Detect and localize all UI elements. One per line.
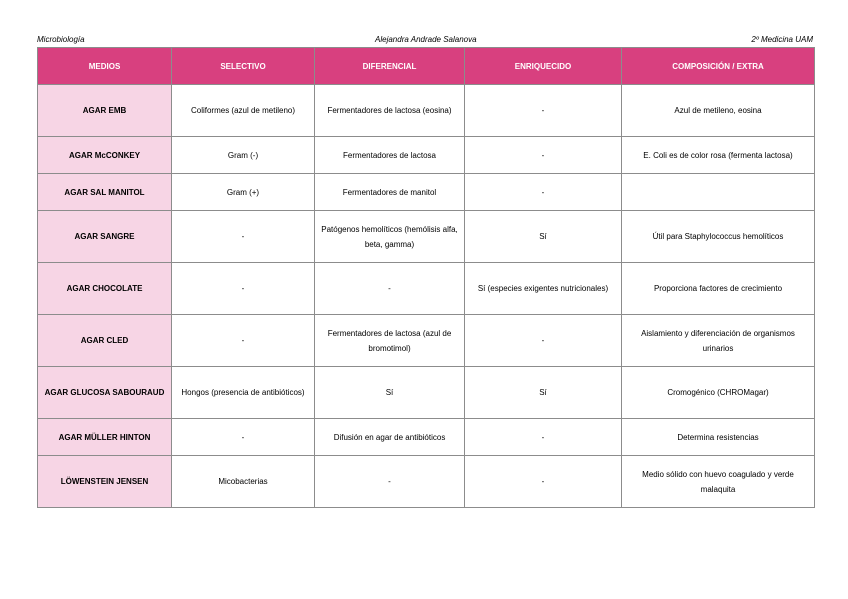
table-row bbox=[38, 263, 815, 315]
cell-selectivo: - bbox=[172, 211, 315, 263]
table-row bbox=[38, 456, 815, 508]
header-author: Alejandra Andrade Salanova bbox=[375, 35, 477, 44]
cell-enriquecido: Sí bbox=[465, 367, 622, 419]
cell-extra: E. Coli es de color rosa (fermenta lactosa) bbox=[622, 137, 815, 174]
column-header-composicion: COMPOSICIÓN / EXTRA bbox=[622, 48, 815, 85]
cell-enriquecido: Sí (especies exigentes nutricionales) bbox=[465, 263, 622, 315]
cell-selectivo: - bbox=[172, 263, 315, 315]
cell-selectivo: - bbox=[172, 419, 315, 456]
cell-enriquecido: - bbox=[465, 315, 622, 367]
cell-diferencial: - bbox=[315, 456, 465, 508]
header-course: 2º Medicina UAM bbox=[751, 35, 813, 44]
table-row bbox=[38, 211, 815, 263]
header-subject: Microbiología bbox=[37, 35, 85, 44]
table-row bbox=[38, 174, 815, 211]
table-row bbox=[38, 419, 815, 456]
cell-diferencial: Sí bbox=[315, 367, 465, 419]
cell-enriquecido: Sí bbox=[465, 211, 622, 263]
row-label: AGAR McCONKEY bbox=[38, 137, 172, 174]
table-header-row bbox=[38, 48, 815, 85]
culture-media-table bbox=[37, 47, 815, 508]
cell-extra: Azul de metileno, eosina bbox=[622, 85, 815, 137]
row-label: AGAR MÜLLER HINTON bbox=[38, 419, 172, 456]
cell-enriquecido: - bbox=[465, 456, 622, 508]
cell-selectivo: Coliformes (azul de metileno) bbox=[172, 85, 315, 137]
row-label: AGAR SAL MANITOL bbox=[38, 174, 172, 211]
table-row bbox=[38, 367, 815, 419]
row-label: AGAR CLED bbox=[38, 315, 172, 367]
cell-diferencial: Difusión en agar de antibióticos bbox=[315, 419, 465, 456]
cell-selectivo: - bbox=[172, 315, 315, 367]
cell-enriquecido: - bbox=[465, 419, 622, 456]
row-label: LÖWENSTEIN JENSEN bbox=[38, 456, 172, 508]
cell-enriquecido: - bbox=[465, 85, 622, 137]
cell-selectivo: Gram (-) bbox=[172, 137, 315, 174]
table-row bbox=[38, 137, 815, 174]
cell-extra: Determina resistencias bbox=[622, 419, 815, 456]
cell-extra: Medio sólido con huevo coagulado y verde malaquita bbox=[622, 456, 815, 508]
cell-selectivo: Hongos (presencia de antibióticos) bbox=[172, 367, 315, 419]
cell-extra: Cromogénico (CHROMagar) bbox=[622, 367, 815, 419]
cell-extra: Aislamiento y diferenciación de organismos urinarios bbox=[622, 315, 815, 367]
cell-diferencial: Fermentadores de lactosa bbox=[315, 137, 465, 174]
cell-enriquecido: - bbox=[465, 174, 622, 211]
cell-diferencial: Patógenos hemolíticos (hemólisis alfa, beta, gamma) bbox=[315, 211, 465, 263]
row-label: AGAR GLUCOSA SABOURAUD bbox=[38, 367, 172, 419]
cell-extra: Útil para Staphylococcus hemolíticos bbox=[622, 211, 815, 263]
row-label: AGAR SANGRE bbox=[38, 211, 172, 263]
cell-selectivo: Micobacterias bbox=[172, 456, 315, 508]
table-row bbox=[38, 315, 815, 367]
column-header-enriquecido: ENRIQUECIDO bbox=[465, 48, 622, 85]
row-label: AGAR EMB bbox=[38, 85, 172, 137]
row-label: AGAR CHOCOLATE bbox=[38, 263, 172, 315]
page-header bbox=[37, 35, 813, 47]
column-header-medios: MEDIOS bbox=[38, 48, 172, 85]
cell-enriquecido: - bbox=[465, 137, 622, 174]
cell-extra bbox=[622, 174, 815, 211]
cell-diferencial: Fermentadores de lactosa (azul de bromotimol) bbox=[315, 315, 465, 367]
cell-diferencial: Fermentadores de manitol bbox=[315, 174, 465, 211]
table-row bbox=[38, 85, 815, 137]
cell-diferencial: - bbox=[315, 263, 465, 315]
cell-selectivo: Gram (+) bbox=[172, 174, 315, 211]
cell-extra: Proporciona factores de crecimiento bbox=[622, 263, 815, 315]
cell-diferencial: Fermentadores de lactosa (eosina) bbox=[315, 85, 465, 137]
column-header-diferencial: DIFERENCIAL bbox=[315, 48, 465, 85]
column-header-selectivo: SELECTIVO bbox=[172, 48, 315, 85]
